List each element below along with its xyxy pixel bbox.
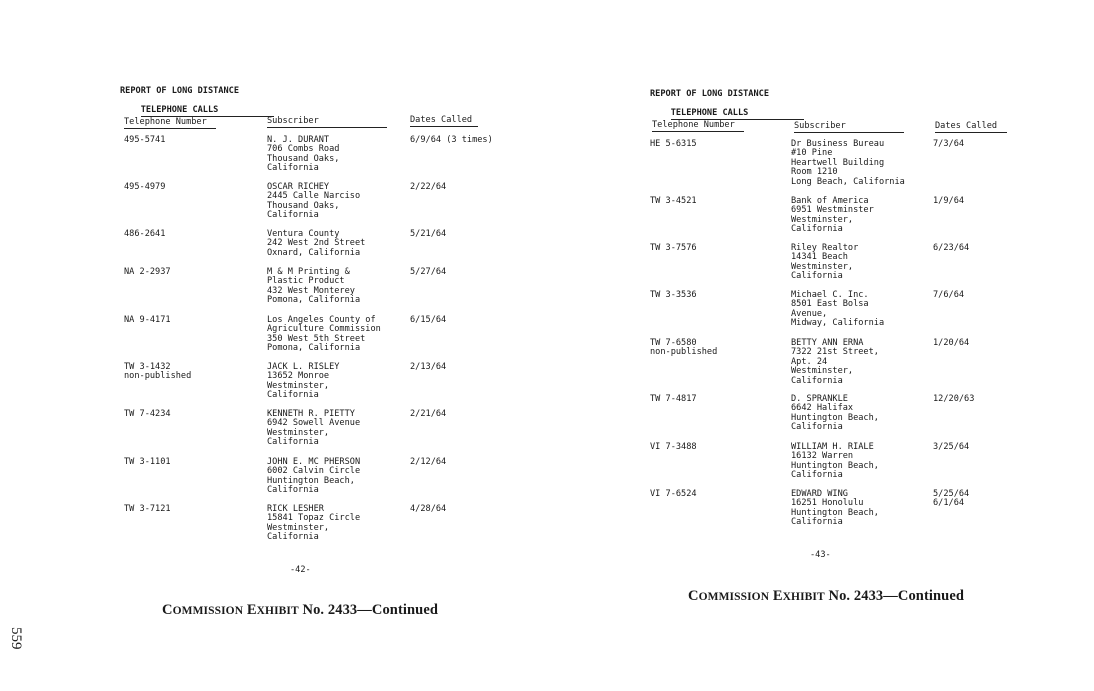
subscriber: EDWARD WING 16251 Honolulu Huntington Beach, California — [791, 489, 879, 528]
telephone-number: TW 3-7121 — [124, 504, 171, 514]
report-title-line-2: TELEPHONE CALLS — [141, 106, 274, 117]
caption-part: OMMISSION — [172, 605, 244, 617]
subscriber: JOHN E. MC PHERSON 6002 Calvin Circle Huntington Beach, California — [267, 457, 361, 496]
subscriber: BETTY ANN ERNA 7322 21st Street, Apt. 24 Westminster, California — [791, 338, 879, 386]
caption-part: C — [688, 588, 699, 604]
caption-part: No. 2433—Continued — [824, 588, 965, 604]
caption-part: XHIBIT — [256, 605, 299, 617]
telephone-number: VI 7-3488 — [650, 442, 697, 452]
telephone-number: TW 3-1101 — [124, 457, 171, 467]
exhibit-caption — [688, 588, 964, 605]
dates-called: 7/3/64 — [933, 139, 965, 149]
report-title-line-1: REPORT OF LONG DISTANCE — [650, 88, 769, 99]
telephone-number: TW 7-4817 — [650, 394, 697, 404]
dates-called: 3/25/64 — [933, 442, 970, 452]
dates-called: 5/25/64 6/1/64 — [933, 489, 970, 509]
telephone-number: NA 2-2937 — [124, 267, 171, 277]
caption-part: XHIBIT — [782, 591, 825, 603]
subscriber: Michael C. Inc. 8501 East Bolsa Avenue, Midway, California — [791, 290, 885, 329]
telephone-number: TW 7-4234 — [124, 409, 171, 419]
telephone-number: TW 3-4521 — [650, 196, 697, 206]
header-telephone-number: Telephone Number — [652, 121, 744, 132]
telephone-number: NA 9-4171 — [124, 315, 171, 325]
subscriber: M & M Printing & Plastic Product 432 West Monterey Pomona, California — [267, 267, 361, 306]
dates-called: 1/20/64 — [933, 338, 970, 348]
dates-called: 6/15/64 — [410, 315, 447, 325]
caption-part: E — [243, 602, 257, 618]
subscriber: RICK LESHER 15841 Topaz Circle Westminster, California — [267, 504, 361, 543]
subscriber: Dr Business Bureau #10 Pine Heartwell Building Room 1210 Long Beach, California — [791, 139, 905, 187]
exhibit-caption — [162, 602, 438, 619]
dates-called: 6/23/64 — [933, 243, 970, 253]
subscriber: JACK L. RISLEY 13652 Monroe Westminster, California — [267, 362, 340, 401]
subscriber: Bank of America 6951 Westminster Westminster, California — [791, 196, 874, 235]
telephone-number: TW 3-7576 — [650, 243, 697, 253]
right-page — [547, 0, 1094, 691]
report-title-line-1: REPORT OF LONG DISTANCE — [120, 85, 239, 96]
dates-called: 5/27/64 — [410, 267, 447, 277]
header-telephone-number: Telephone Number — [124, 118, 216, 129]
telephone-number: 495-4979 — [124, 182, 166, 192]
subscriber: WILLIAM H. RIALE 16132 Warren Huntington Beach, California — [791, 442, 879, 481]
caption-part: OMMISSION — [698, 591, 770, 603]
header-dates-called: Dates Called — [410, 116, 478, 127]
subscriber: Los Angeles County of Agriculture Commission 350 West 5th Street Pomona, California — [267, 315, 381, 354]
header-subscriber: Subscriber — [267, 117, 387, 128]
telephone-number: HE 5-6315 — [650, 139, 697, 149]
subscriber: Riley Realtor 14341 Beach Westminster, California — [791, 243, 859, 282]
dates-called: 2/12/64 — [410, 457, 447, 467]
telephone-number: VI 7-6524 — [650, 489, 697, 499]
dates-called: 6/9/64 (3 times) — [410, 135, 493, 145]
dates-called: 2/22/64 — [410, 182, 447, 192]
subscriber: KENNETH R. PIETTY 6942 Sowell Avenue Westminster, California — [267, 409, 361, 448]
subscriber: Ventura County 242 West 2nd Street Oxnard, California — [267, 229, 366, 258]
caption-part: E — [769, 588, 783, 604]
dates-called: 2/21/64 — [410, 409, 447, 419]
subscriber: N. J. DURANT 706 Combs Road Thousand Oaks, California — [267, 135, 340, 174]
caption-part: C — [162, 602, 173, 618]
page-number: -42- — [290, 565, 311, 575]
telephone-number: 486-2641 — [124, 229, 166, 239]
dates-called: 4/28/64 — [410, 504, 447, 514]
report-title-line-2: TELEPHONE CALLS — [671, 109, 804, 120]
subscriber: D. SPRANKLE 6642 Halifax Huntington Beach, California — [791, 394, 879, 433]
telephone-number: 495-5741 — [124, 135, 166, 145]
telephone-number: TW 3-3536 — [650, 290, 697, 300]
caption-part: No. 2433—Continued — [298, 602, 439, 618]
margin-page-number: 559 — [8, 627, 24, 650]
header-dates-called: Dates Called — [935, 122, 1007, 133]
dates-called: 2/13/64 — [410, 362, 447, 372]
dates-called: 1/9/64 — [933, 196, 965, 206]
telephone-number: TW 3-1432 non-published — [124, 362, 192, 382]
dates-called: 12/20/63 — [933, 394, 975, 404]
dates-called: 5/21/64 — [410, 229, 447, 239]
dates-called: 7/6/64 — [933, 290, 965, 300]
telephone-number: TW 7-6580 non-published — [650, 338, 718, 358]
page-number: -43- — [810, 550, 831, 560]
subscriber: OSCAR RICHEY 2445 Calle Narciso Thousand Oaks, California — [267, 182, 361, 221]
header-subscriber: Subscriber — [794, 122, 904, 133]
